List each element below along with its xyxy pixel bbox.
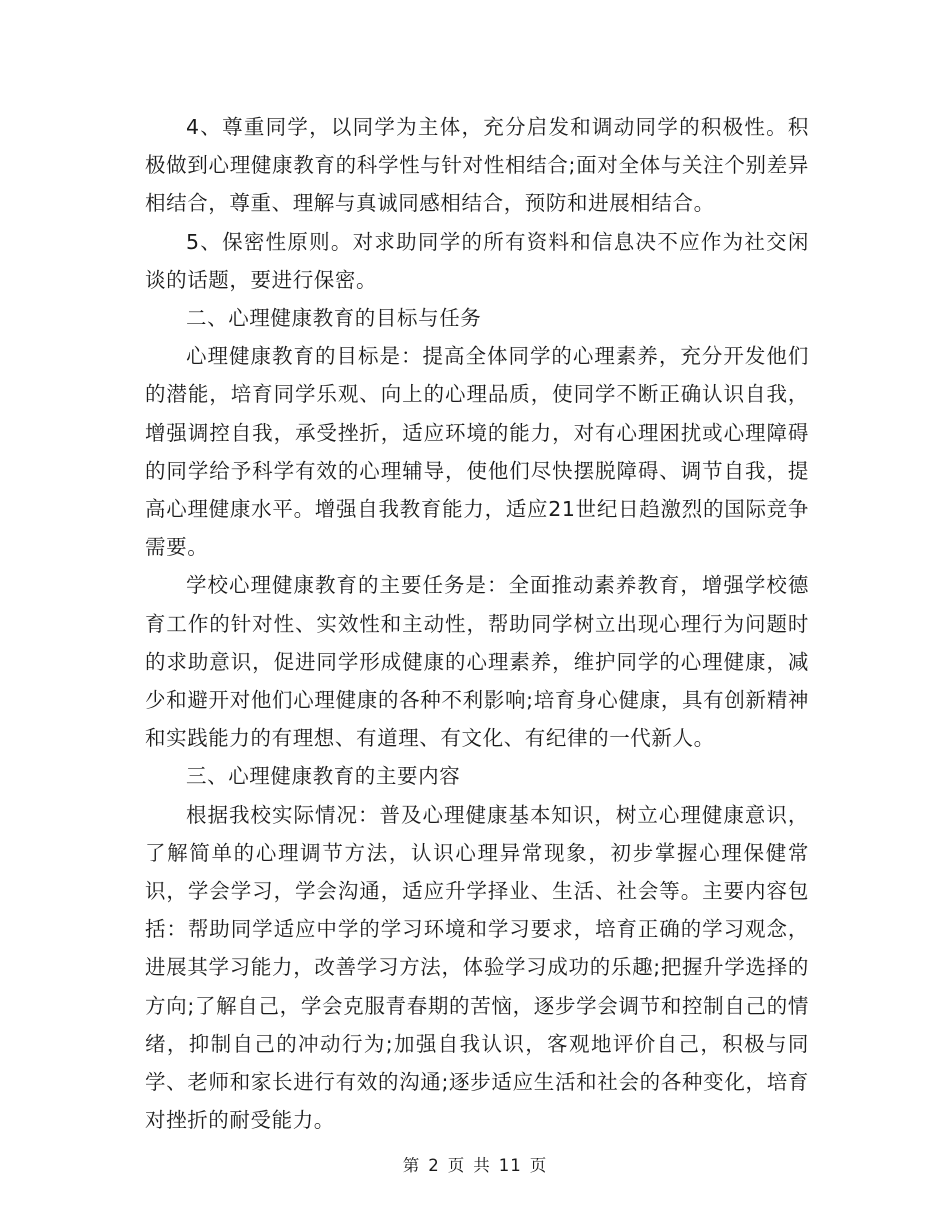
- paragraph-goals: 心理健康教育的目标是：提高全体同学的心理素养，充分开发他们的潜能，培育同学乐观、向上的心理品质，使同学不断正确认识自我，增强调控自我，承受挫折，适应环境的能力，对有心理困扰或心理障碍的同学给予科学有效的心理辅导，使他们尽快摆脱障碍、调节自我，提高心理健康水平。增强自我教育能力，适应21世纪日趋激烈的国际竞争需要。: [145, 344, 809, 560]
- section-heading-goals-tasks: 二、心理健康教育的目标与任务: [186, 306, 482, 331]
- page-footer: [0, 1154, 950, 1178]
- footer-label-unit: 页: [447, 1156, 466, 1175]
- footer-current-page: 2: [428, 1156, 440, 1175]
- paragraph-tasks: 学校心理健康教育的主要任务是：全面推动素养教育，增强学校德育工作的针对性、实效性和主动性，帮助同学树立出现心理行为问题时的求助意识，促进同学形成健康的心理素养，维护同学的心理健康，减少和避开对他们心理健康的各种不利影响;培育身心健康，具有创新精神和实践能力的有理想、有道理、有文化、有纪律的一代新人。: [145, 573, 809, 751]
- section-heading-main-content: 三、心理健康教育的主要内容: [186, 764, 461, 789]
- document-body: [145, 108, 809, 1139]
- paragraph-main-content: 根据我校实际情况：普及心理健康基本知识，树立心理健康意识，了解简单的心理调节方法，认识心理异常现象，初步掌握心理保健常识，学会学习，学会沟通，适应升学择业、生活、社会等。主要内容包括：帮助同学适应中学的学习环境和学习要求，培育正确的学习观念，进展其学习能力，改善学习方法，体验学习成功的乐趣;把握升学选择的方向;了解自己，学会克服青春期的苦恼，逐步学会调节和控制自己的情绪，抑制自己的冲动行为;加强自我认识，客观地评价自己，积极与同学、老师和家长进行有效的沟通;逐步适应生活和社会的各种变化，培育对挫折的耐受能力。: [145, 802, 809, 1133]
- footer-label-page: 第: [402, 1156, 421, 1175]
- footer-total-pages: 11: [498, 1156, 522, 1175]
- footer-label-total: 共: [473, 1156, 491, 1175]
- paragraph-respect-students: 4、尊重同学，以同学为主体，充分启发和调动同学的积极性。积极做到心理健康教育的科学性与针对性相结合;面对全体与关注个别差异相结合，尊重、理解与真诚同感相结合，预防和进展相结合。: [145, 115, 809, 216]
- footer-label-unit-end: 页: [529, 1156, 548, 1175]
- paragraph-confidentiality: 5、保密性原则。对求助同学的所有资料和信息决不应作为社交闲谈的话题，要进行保密。: [145, 229, 809, 292]
